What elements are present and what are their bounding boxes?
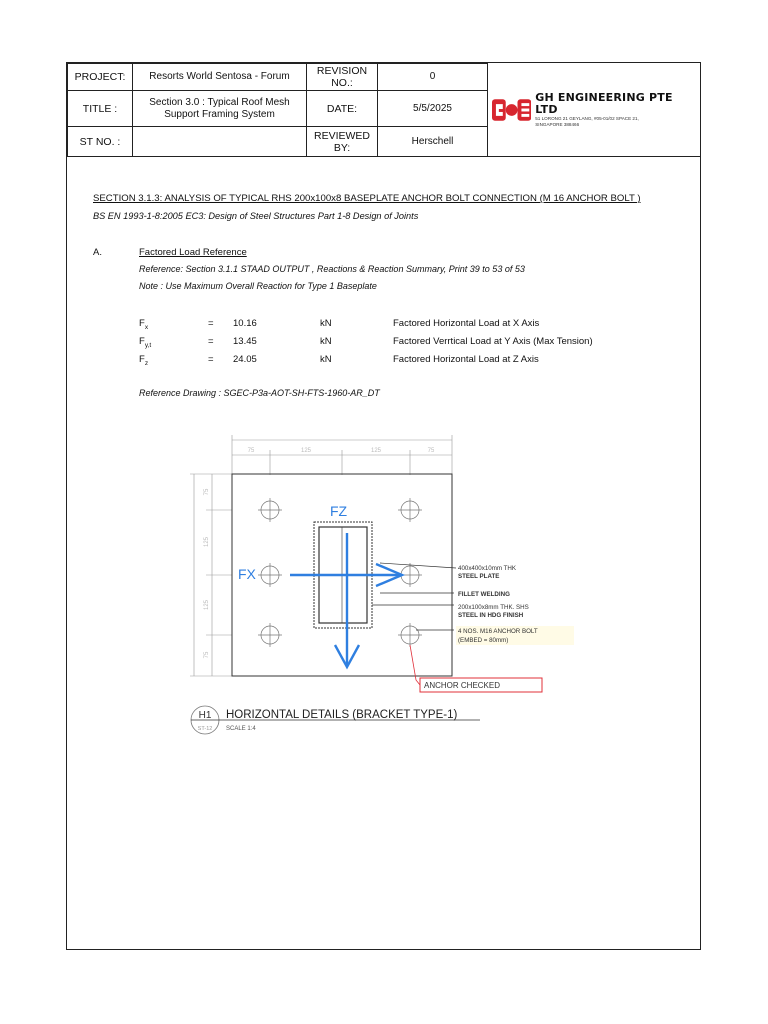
load-arrows bbox=[290, 533, 402, 667]
load-equals: = bbox=[208, 318, 214, 329]
part-reference: Reference: Section 3.1.1 STAAD OUTPUT , Reactions & Reaction Summary, Print 39 to 53 of 53 bbox=[139, 264, 525, 274]
company-logo bbox=[488, 64, 701, 157]
dim-left-4: 75 bbox=[204, 651, 210, 659]
stno-label: ST NO. : bbox=[68, 127, 133, 157]
revision-value: 0 bbox=[378, 64, 488, 91]
dim-top-1: 75 bbox=[247, 448, 255, 454]
top-dimensions bbox=[232, 435, 452, 475]
company-address-1: 51 LORONG 21 GEYLANG, #05-01/02 SPACE 21, bbox=[535, 115, 639, 121]
load-description: Factored Horizontal Load at Z Axis bbox=[393, 354, 539, 365]
load-symbol-letter: F bbox=[139, 354, 145, 365]
revision-label: REVISION NO.: bbox=[307, 64, 378, 91]
detail-title: HORIZONTAL DETAILS (BRACKET TYPE-1) bbox=[226, 709, 458, 721]
load-symbol-letter: F bbox=[139, 336, 145, 347]
top-dimension-labels bbox=[248, 448, 435, 454]
date-label: DATE: bbox=[307, 91, 378, 127]
detail-sheet: ST-12 bbox=[197, 726, 213, 732]
company-name: GH ENGINEERING PTE LTD bbox=[535, 90, 673, 116]
reviewed-label: REVIEWED BY: bbox=[307, 127, 378, 157]
callout-texts bbox=[458, 565, 529, 619]
company-address-2: SINGAPORE 388466 bbox=[535, 121, 580, 127]
anchor-leader bbox=[410, 645, 420, 685]
load-symbol bbox=[139, 354, 148, 367]
load-symbol-letter: F bbox=[139, 318, 145, 329]
fz-label: FZ bbox=[330, 503, 348, 519]
baseplate-drawing bbox=[180, 430, 610, 750]
part-title: Factored Load Reference bbox=[139, 247, 247, 258]
load-symbol-subscript: y,t bbox=[144, 341, 152, 349]
title-value: Section 3.0 : Typical Roof Mesh Support Framing System bbox=[133, 91, 307, 127]
load-description: Factored Verrtical Load at Y Axis (Max Tension) bbox=[393, 336, 593, 347]
load-value: 24.05 bbox=[233, 354, 257, 365]
date-value: 5/5/2025 bbox=[378, 91, 488, 127]
stno-value bbox=[133, 127, 307, 157]
load-unit: kN bbox=[320, 318, 332, 329]
section-heading: SECTION 3.1.3: ANALYSIS OF TYPICAL RHS 200x100x8 BASEPLATE ANCHOR BOLT CONNECTION (M 16 ANCHOR BOLT ) bbox=[93, 193, 641, 204]
dim-left-2: 125 bbox=[204, 536, 210, 548]
load-symbol bbox=[139, 336, 151, 349]
detail-tag: H1 bbox=[198, 710, 212, 721]
callout-plate: 400x400x10mm THK bbox=[458, 565, 517, 572]
load-value: 13.45 bbox=[233, 336, 257, 347]
left-dimension-labels bbox=[204, 488, 210, 658]
part-note: Note : Use Maximum Overall Reaction for Type 1 Baseplate bbox=[139, 281, 377, 291]
dim-top-3: 125 bbox=[370, 448, 382, 454]
load-unit: kN bbox=[320, 354, 332, 365]
callout-leaders bbox=[372, 563, 456, 630]
load-description: Factored Horizontal Load at X Axis bbox=[393, 318, 540, 329]
callout-bolt: 4 NOS. M16 ANCHOR BOLT bbox=[458, 628, 538, 635]
load-equals: = bbox=[208, 336, 214, 347]
project-label: PROJECT: bbox=[68, 64, 133, 91]
title-block bbox=[67, 63, 700, 157]
reviewed-value: Herschell bbox=[378, 127, 488, 157]
anchor-checked-label: ANCHOR CHECKED bbox=[424, 681, 501, 690]
load-symbol-subscript: x bbox=[144, 323, 149, 331]
company-logo-icon bbox=[492, 98, 531, 122]
fx-label: FX bbox=[238, 566, 256, 582]
dim-top-2: 125 bbox=[300, 448, 312, 454]
load-unit: kN bbox=[320, 336, 332, 347]
part-letter: A. bbox=[93, 247, 102, 258]
callout-plate-2: STEEL PLATE bbox=[458, 573, 500, 580]
callout-bolt-2: (EMBED = 80mm) bbox=[458, 637, 509, 644]
callout-weld: FILLET WELDING bbox=[458, 591, 510, 598]
load-symbol-subscript: z bbox=[144, 359, 149, 367]
load-symbol bbox=[139, 318, 148, 331]
callout-shs-2: STEEL IN HDG FINISH bbox=[458, 612, 524, 619]
load-equals: = bbox=[208, 354, 214, 365]
dim-left-1: 75 bbox=[204, 488, 210, 496]
dim-top-4: 75 bbox=[427, 448, 435, 454]
left-dimensions bbox=[190, 474, 232, 676]
dim-left-3: 125 bbox=[204, 599, 210, 611]
code-reference: BS EN 1993-1-8:2005 EC3: Design of Steel Structures Part 1-8 Design of Joints bbox=[93, 211, 419, 221]
reference-drawing: Reference Drawing : SGEC-P3a-AOT-SH-FTS-1960-AR_DT bbox=[139, 388, 380, 398]
callout-shs: 200x100x8mm THK. SHS bbox=[458, 604, 529, 611]
project-value: Resorts World Sentosa - Forum bbox=[133, 64, 307, 91]
title-label: TITLE : bbox=[68, 91, 133, 127]
load-value: 10.16 bbox=[233, 318, 257, 329]
detail-scale: SCALE 1:4 bbox=[226, 726, 256, 732]
